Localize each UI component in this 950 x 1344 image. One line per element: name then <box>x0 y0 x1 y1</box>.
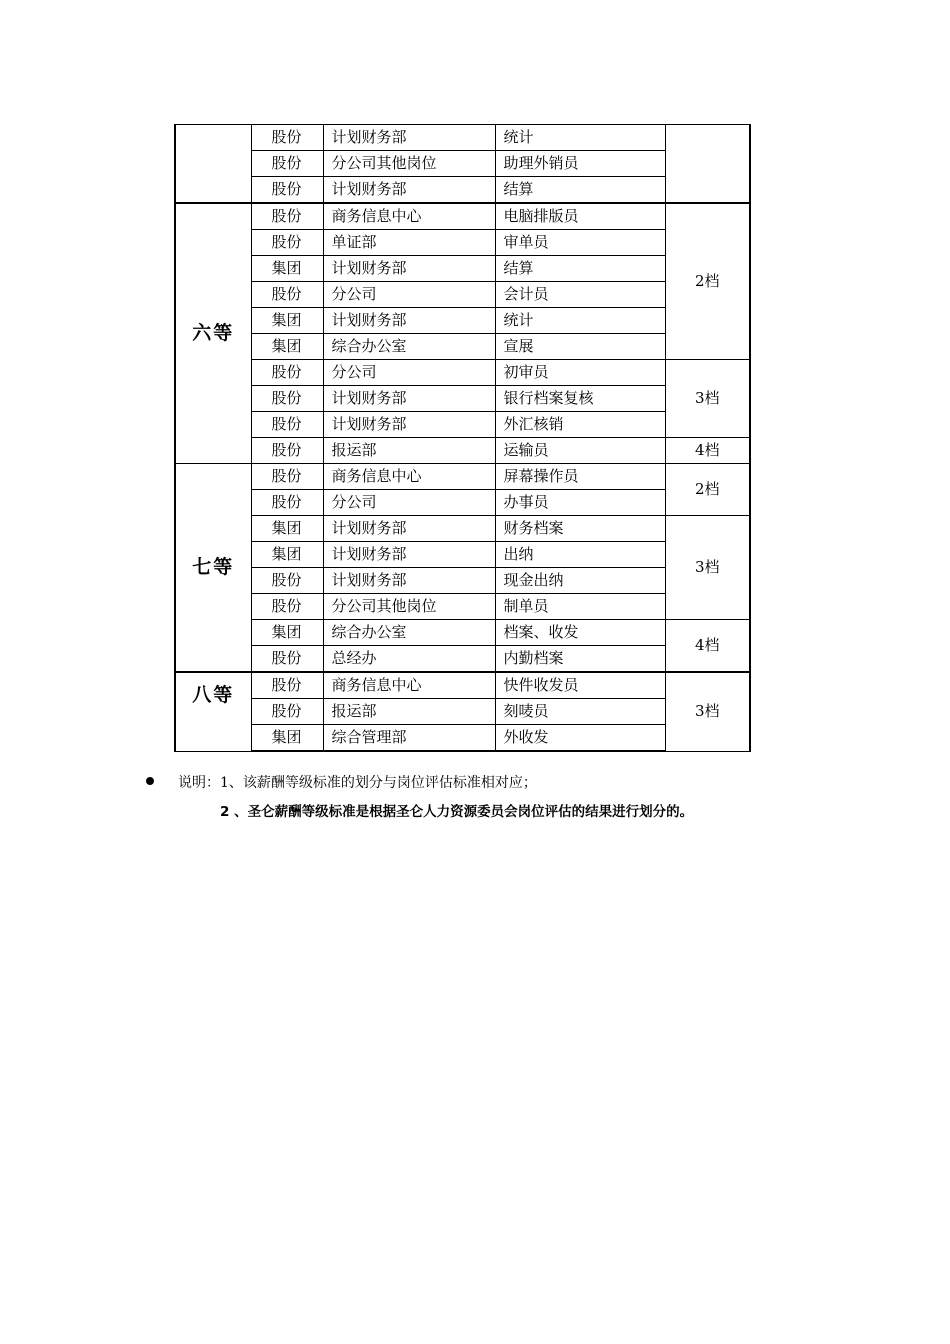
department-cell: 计划财务部 <box>323 308 495 334</box>
table-row <box>175 725 750 752</box>
table-row <box>175 542 750 568</box>
department-cell: 分公司 <box>323 360 495 386</box>
source-cell: 股份 <box>251 646 323 673</box>
grade-label-six: 六等 <box>175 203 251 464</box>
department-cell: 分公司 <box>323 490 495 516</box>
table-row <box>175 360 750 386</box>
table-row <box>175 646 750 673</box>
table-row <box>175 568 750 594</box>
source-cell: 股份 <box>251 177 323 204</box>
department-cell: 分公司 <box>323 282 495 308</box>
table-row <box>175 308 750 334</box>
position-cell: 快件收发员 <box>495 672 665 699</box>
source-cell: 股份 <box>251 360 323 386</box>
position-cell: 出纳 <box>495 542 665 568</box>
position-cell: 办事员 <box>495 490 665 516</box>
department-cell: 计划财务部 <box>323 386 495 412</box>
position-cell: 运输员 <box>495 438 665 464</box>
note-line-1 <box>146 772 537 792</box>
table-row <box>175 412 750 438</box>
table-row <box>175 151 750 177</box>
level-cell: 4档 <box>665 438 750 464</box>
source-cell: 集团 <box>251 725 323 752</box>
position-cell: 现金出纳 <box>495 568 665 594</box>
level-cell: 2档 <box>665 203 750 360</box>
source-cell: 股份 <box>251 203 323 230</box>
table-row <box>175 256 750 282</box>
position-cell: 结算 <box>495 256 665 282</box>
table-row <box>175 699 750 725</box>
table-row <box>175 334 750 360</box>
source-cell: 集团 <box>251 256 323 282</box>
department-cell: 分公司其他岗位 <box>323 151 495 177</box>
level-cell-blank <box>665 125 750 204</box>
table-row <box>175 490 750 516</box>
source-cell: 股份 <box>251 125 323 151</box>
table-row <box>175 386 750 412</box>
position-cell: 档案、收发 <box>495 620 665 646</box>
level-cell: 3档 <box>665 360 750 438</box>
grade-label-seven: 七等 <box>175 464 251 673</box>
table-row <box>175 177 750 204</box>
department-cell: 计划财务部 <box>323 177 495 204</box>
position-cell: 外汇核销 <box>495 412 665 438</box>
source-cell: 股份 <box>251 438 323 464</box>
grade-label-eight: 八等 <box>175 672 251 751</box>
position-cell: 银行档案复核 <box>495 386 665 412</box>
position-cell: 结算 <box>495 177 665 204</box>
level-cell: 2档 <box>665 464 750 516</box>
department-cell: 计划财务部 <box>323 256 495 282</box>
position-cell: 会计员 <box>495 282 665 308</box>
department-cell: 商务信息中心 <box>323 464 495 490</box>
source-cell: 股份 <box>251 464 323 490</box>
source-cell: 集团 <box>251 516 323 542</box>
position-cell: 统计 <box>495 125 665 151</box>
position-cell: 初审员 <box>495 360 665 386</box>
position-cell: 助理外销员 <box>495 151 665 177</box>
department-cell: 计划财务部 <box>323 516 495 542</box>
table-row <box>175 125 750 151</box>
source-cell: 股份 <box>251 230 323 256</box>
department-cell: 计划财务部 <box>323 125 495 151</box>
department-cell: 商务信息中心 <box>323 203 495 230</box>
department-cell: 报运部 <box>323 438 495 464</box>
position-cell: 屏幕操作员 <box>495 464 665 490</box>
source-cell: 股份 <box>251 386 323 412</box>
department-cell: 总经办 <box>323 646 495 673</box>
position-cell: 制单员 <box>495 594 665 620</box>
position-cell: 财务档案 <box>495 516 665 542</box>
department-cell: 分公司其他岗位 <box>323 594 495 620</box>
level-cell: 3档 <box>665 672 750 751</box>
position-cell: 刻唛员 <box>495 699 665 725</box>
source-cell: 集团 <box>251 620 323 646</box>
grade-cell-blank <box>175 125 251 204</box>
bullet-icon <box>146 777 154 785</box>
department-cell: 综合办公室 <box>323 334 495 360</box>
table-row <box>175 282 750 308</box>
source-cell: 股份 <box>251 412 323 438</box>
source-cell: 股份 <box>251 490 323 516</box>
department-cell: 单证部 <box>323 230 495 256</box>
source-cell: 股份 <box>251 672 323 699</box>
table-row <box>175 203 750 230</box>
level-cell: 4档 <box>665 620 750 673</box>
table-row <box>175 672 750 699</box>
position-cell: 宣展 <box>495 334 665 360</box>
department-cell: 商务信息中心 <box>323 672 495 699</box>
source-cell: 集团 <box>251 542 323 568</box>
source-cell: 股份 <box>251 699 323 725</box>
department-cell: 报运部 <box>323 699 495 725</box>
table-row <box>175 620 750 646</box>
source-cell: 股份 <box>251 151 323 177</box>
department-cell: 综合办公室 <box>323 620 495 646</box>
table-row <box>175 516 750 542</box>
department-cell: 计划财务部 <box>323 568 495 594</box>
source-cell: 股份 <box>251 594 323 620</box>
salary-grade-table <box>174 124 751 752</box>
table-row <box>175 230 750 256</box>
department-cell: 计划财务部 <box>323 542 495 568</box>
position-cell: 统计 <box>495 308 665 334</box>
position-cell: 电脑排版员 <box>495 203 665 230</box>
source-cell: 股份 <box>251 568 323 594</box>
position-cell: 审单员 <box>495 230 665 256</box>
note-text-1: 说明：1、该薪酬等级标准的划分与岗位评估标准相对应； <box>178 775 537 791</box>
position-cell: 外收发 <box>495 725 665 752</box>
level-cell: 3档 <box>665 516 750 620</box>
source-cell: 股份 <box>251 282 323 308</box>
department-cell: 综合管理部 <box>323 725 495 752</box>
table-row <box>175 438 750 464</box>
department-cell: 计划财务部 <box>323 412 495 438</box>
table-row <box>175 594 750 620</box>
note-line-2: 2 、圣仑薪酬等级标准是根据圣仑人力资源委员会岗位评估的结果进行划分的。 <box>220 804 694 820</box>
table-row <box>175 464 750 490</box>
source-cell: 集团 <box>251 334 323 360</box>
source-cell: 集团 <box>251 308 323 334</box>
position-cell: 内勤档案 <box>495 646 665 673</box>
